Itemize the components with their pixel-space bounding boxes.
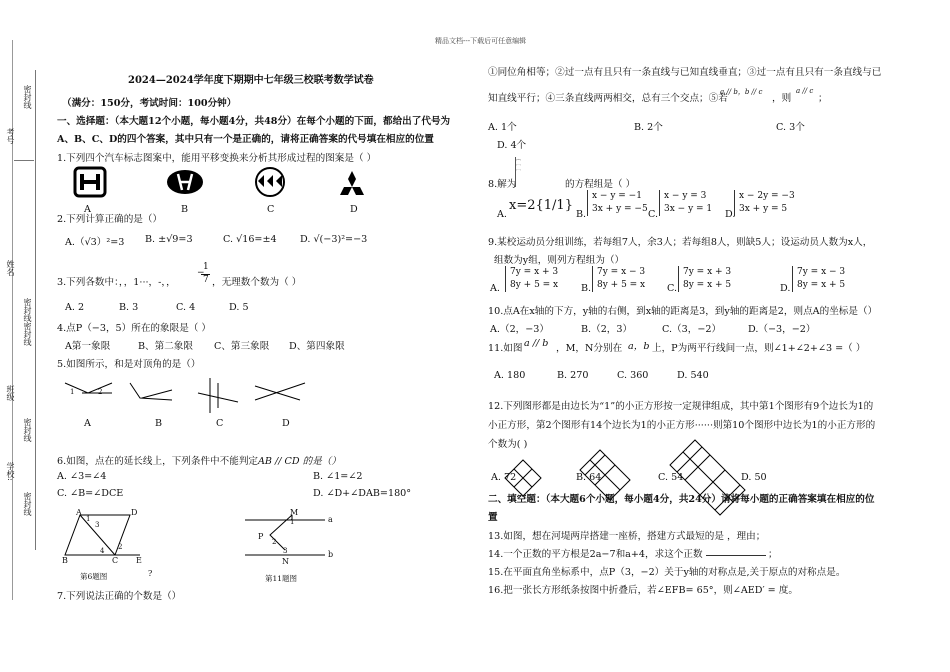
q3-fraction-sign: − [197, 268, 205, 278]
q2-option-a: A.（√3）²=3 [65, 237, 125, 248]
q8-option-b: B. [576, 209, 587, 220]
q11-fig-a: a [328, 515, 333, 524]
q9-option-b-system [592, 266, 645, 292]
q11-fig-1: 1 [290, 518, 295, 526]
q11-option-d: D. 540 [677, 370, 709, 381]
q10-option-d: D.（−3，−2） [748, 324, 816, 335]
q9-option-d-system [792, 266, 845, 292]
q6-text: 6.如图，点在的延长线上，下列条件中不能判定 [57, 456, 259, 467]
q15-text: 15.在平面直角坐标系中，点P（3，−2）关于y轴的对称点是,关于原点的对称点是。 [488, 567, 846, 578]
q1-logos [70, 165, 370, 205]
q8b-eq1: x − y = −1 [592, 191, 642, 201]
q9c-eq1: 7y = x + 3 [683, 267, 732, 277]
q8-solution-brace: ︷ ﹇ ﹇ [515, 157, 550, 187]
q2-option-c: C. √16=±4 [223, 234, 277, 245]
q11-fig-N: N [282, 557, 289, 566]
q6-option-d: D. ∠D+∠DAB=180° [313, 488, 412, 499]
page-title: 2024—2024学年度下期期中七年级三校联考数学试卷 [128, 75, 374, 86]
q11-fig-caption: 第11题图 [265, 574, 298, 583]
q4-option-b: B、第二象限 [138, 341, 194, 352]
exam-number-line [14, 160, 34, 161]
q9-option-b: B. [581, 283, 592, 294]
q8-option-d: D. [725, 209, 736, 220]
q6-fig-C: C [112, 556, 119, 565]
q3-fraction-numerator: 1 [203, 262, 209, 272]
q11-fig-2: 2 [272, 538, 277, 546]
q3-text-2: ，无理数个数为（ ） [212, 277, 302, 288]
honda-logo-icon [75, 168, 105, 196]
q10-option-b: B.（2，3） [581, 324, 633, 335]
q5-label-b: B [155, 418, 163, 429]
seal-line-label: 密封线 [23, 85, 32, 109]
q11-text-3: 上，P为两平行线间一点，则∠1+∠2+∠3 =（ ） [652, 343, 866, 354]
q1-label-a: A [84, 204, 91, 215]
q8-option-c: C. [648, 209, 659, 220]
seal-line-label: 密封线 [23, 298, 32, 322]
q9-text-2: 组数为y组，则列方程组为（） [494, 255, 625, 266]
q2-option-d: D. √(−3)²=−3 [300, 234, 368, 245]
q3-option-d: D. 5 [229, 302, 249, 313]
q11-fig-M: M [290, 508, 299, 517]
exam-subtitle: （满分：150分，考试时间：100分钟） [62, 98, 237, 109]
q9-option-a-system [505, 266, 558, 292]
q11-fig-P: P [258, 532, 264, 541]
q11-cond: a // b [524, 338, 549, 349]
q8-option-d-system [734, 190, 795, 216]
q1-label-d: D [350, 204, 358, 215]
q8-option-b-system [587, 190, 648, 216]
q7-option-a: A. 1个 [488, 122, 517, 133]
q11-option-c: C. 360 [617, 370, 649, 381]
q13-text: 13.如图，想在河堤两岸搭建一座桥，搭建方式最短的是 ，理由； [488, 531, 766, 542]
q5-label-c: C [216, 418, 224, 429]
q11-text-2: ，M，N分别在 [556, 343, 623, 354]
q7-option-c: C. 3个 [776, 122, 805, 133]
q11-lines: a，b [628, 341, 650, 352]
q6-fig-4: 4 [100, 547, 105, 555]
q7-statements-1: ①同位角相等；②过一点有且只有一条直线与已知直线垂直；③过一点有且只有一条直线与已 [488, 67, 882, 78]
q6-fig-3: 3 [95, 521, 100, 529]
q9c-eq2: 8y = x + 5 [683, 280, 732, 290]
q8c-eq2: 3x − y = 1 [664, 204, 713, 214]
q1-text: 1.下列四个汽车标志图案中，能用平移变换来分析其形成过程的图案是（ ） [57, 153, 377, 164]
q9-option-c: C. [667, 283, 678, 294]
q7-statements-cond: a // b，b // c [720, 88, 763, 96]
q9d-eq2: 8y = x + 5 [797, 280, 846, 290]
q12-option-c: C. 54 [658, 472, 684, 483]
q2-text: 2.下列计算正确的是（） [57, 214, 163, 225]
name-label: 姓名 [6, 260, 15, 276]
q3-text: 3.下列各数中：，，1···，-，， [57, 277, 176, 288]
q9d-eq1: 7y = x − 3 [797, 267, 846, 277]
q11-fig-b: b [328, 550, 334, 559]
q12-option-a: A. 72 [491, 472, 517, 483]
q8d-eq2: 3x + y = 5 [739, 204, 788, 214]
class-label: 班级 [6, 385, 15, 401]
q11-option-b: B. 270 [557, 370, 589, 381]
q9b-eq1: 7y = x − 3 [597, 267, 646, 277]
q12-text: 12.下列图形都是由边长为“1”的小正方形按一定规律组成，其中第1个图形有9个边长为1的 [488, 401, 874, 412]
q8-option-a: A. [497, 209, 507, 220]
q6-fig-caption: 第6题图 [80, 572, 108, 581]
school-label: 学校: [6, 462, 15, 481]
q9-option-a: A. [490, 283, 500, 294]
q5-figures [60, 378, 330, 418]
q4-text: 4.点P（−3，5）所在的象限是（ ） [57, 323, 212, 334]
q10-option-c: C.（3，−2） [662, 324, 722, 335]
q8-text-2: 的方程组是（ ） [565, 179, 636, 190]
seal-line-label: 密封线 [23, 492, 32, 516]
buick-logo-icon [256, 168, 284, 196]
exam-number-label: 考号 [6, 128, 15, 144]
hyundai-logo-icon [167, 170, 203, 194]
q11-text: 11.如图 [488, 343, 523, 354]
section2-heading: 二、填空题：（本大题6个小题，每小题4分，共24分）请将每小题的正确答案填在相应的位 [488, 494, 875, 505]
q6-option-a: A. ∠3=∠4 [57, 471, 107, 482]
seal-line-label: 密封线 [23, 322, 32, 346]
q5-angle-2: 2 [98, 388, 103, 396]
q14-text: 14.一个正数的平方根是2a−7和a+4，求这个正数 [488, 549, 703, 560]
q6-fig-B: B [62, 556, 68, 565]
binding-line [35, 70, 36, 550]
q6-text-tail: AB // CD 的是（） [258, 456, 341, 467]
q10-option-a: A.（2，−3） [490, 324, 550, 335]
q9b-eq2: 8y + 5 = x [597, 280, 646, 290]
q5-text: 5.如图所示，和是对顶角的是（） [57, 359, 201, 370]
q8-option-a-eq: x=2{1/1} [509, 198, 573, 213]
q9-option-d: D. [780, 283, 791, 294]
q7-statements-2: 知直线平行；④三条直线两两相交，总有三个交点；⑤若 [488, 93, 728, 104]
q6-fig-question-mark: ? [148, 569, 153, 578]
q7-option-b: B. 2个 [634, 122, 663, 133]
q5-label-a: A [84, 418, 91, 429]
q12-text-3: 个数为( ) [488, 439, 528, 450]
q1-label-c: C [267, 204, 275, 215]
q4-option-d: D、第四象限 [289, 341, 345, 352]
q6-option-c: C. ∠B=∠DCE [57, 488, 124, 499]
q5-label-d: D [282, 418, 290, 429]
q7-text: 7.下列说法正确的个数是（） [57, 591, 182, 602]
q12-option-d: D. 50 [741, 472, 767, 483]
q14-answer-blank[interactable] [706, 546, 766, 556]
q3-option-a: A. 2 [65, 302, 85, 313]
q4-option-a: A第一象限 [65, 341, 111, 352]
q7-statements-end: ； [818, 93, 828, 104]
q12-text-2: 小正方形，第2个图形有14个边长为1的小正方形······则第10个图形中边长为1的小正方形的 [488, 420, 876, 431]
q7-option-d: D. 4个 [497, 140, 527, 151]
q8c-eq1: x − y = 3 [664, 191, 707, 201]
q12-pattern-figures [505, 440, 775, 490]
section1-heading: 一、选择题：（本大题12个小题，每小题4分，共48分）在每个小题的下面，都给出了代号为 [57, 116, 451, 127]
q6-fig-1: 1 [86, 515, 91, 523]
q8d-eq1: x − 2y = −3 [739, 191, 795, 201]
q8b-eq2: 3x + y = −5 [592, 204, 648, 214]
q3-fraction-denominator: 7 [203, 275, 209, 285]
mitsubishi-logo-icon [340, 171, 364, 195]
q6-fig-2: 2 [118, 543, 123, 551]
q11-fig-3: 3 [283, 547, 288, 555]
q6-fig-A: A [76, 508, 82, 517]
q3-option-c: C. 4 [176, 302, 196, 313]
q7-statements-concl: a // c [796, 87, 814, 95]
q4-option-c: C、第三象限 [214, 341, 270, 352]
q9a-eq1: 7y = x + 3 [510, 267, 559, 277]
q9-option-c-system [678, 266, 731, 292]
section1-heading-2: A、B、C、D的四个答案，其中只有一个是正确的，请将正确答案的代号填在相应的位置 [57, 134, 434, 145]
q16-text: 16.把一张长方形纸条按图中折叠后，若∠EFB= 65°，则∠AED′ = 度。 [488, 585, 798, 596]
q1-label-b: B [181, 204, 189, 215]
q9a-eq2: 8y + 5 = x [510, 280, 559, 290]
seal-line-label: 密封线 [23, 418, 32, 442]
q8-text: 8.解为 [488, 179, 517, 190]
q6-option-b: B. ∠1=∠2 [313, 471, 363, 482]
q9-text: 9.某校运动员分组训练，若每组7人，余3人；若每组8人，则缺5人；设运动员人数为x人， [488, 237, 873, 248]
q5-angle-1: 1 [70, 388, 75, 396]
q2-option-b: B. ±√9=3 [145, 234, 193, 245]
q12-option-b: B. 64 [576, 472, 602, 483]
q3-option-b: B. 3 [119, 302, 139, 313]
q14-text-2: ； [768, 549, 778, 560]
q6-fig-D: D [131, 508, 138, 517]
q6-figure [60, 510, 160, 565]
q11-option-a: A. 180 [494, 370, 526, 381]
section2-heading-2: 置 [488, 512, 498, 523]
q7-statements-then: ，则 [772, 93, 792, 104]
q8-option-c-system [659, 190, 712, 216]
top-note: 精品文档---下载后可任意编辑 [435, 37, 527, 45]
q6-fig-E: E [136, 556, 142, 565]
q10-text: 10.点A在x轴的下方，y轴的右侧，到x轴的距离是3，到y轴的距离是2，则点A的坐标是（） [488, 306, 878, 317]
binding-line-outer [12, 40, 13, 600]
